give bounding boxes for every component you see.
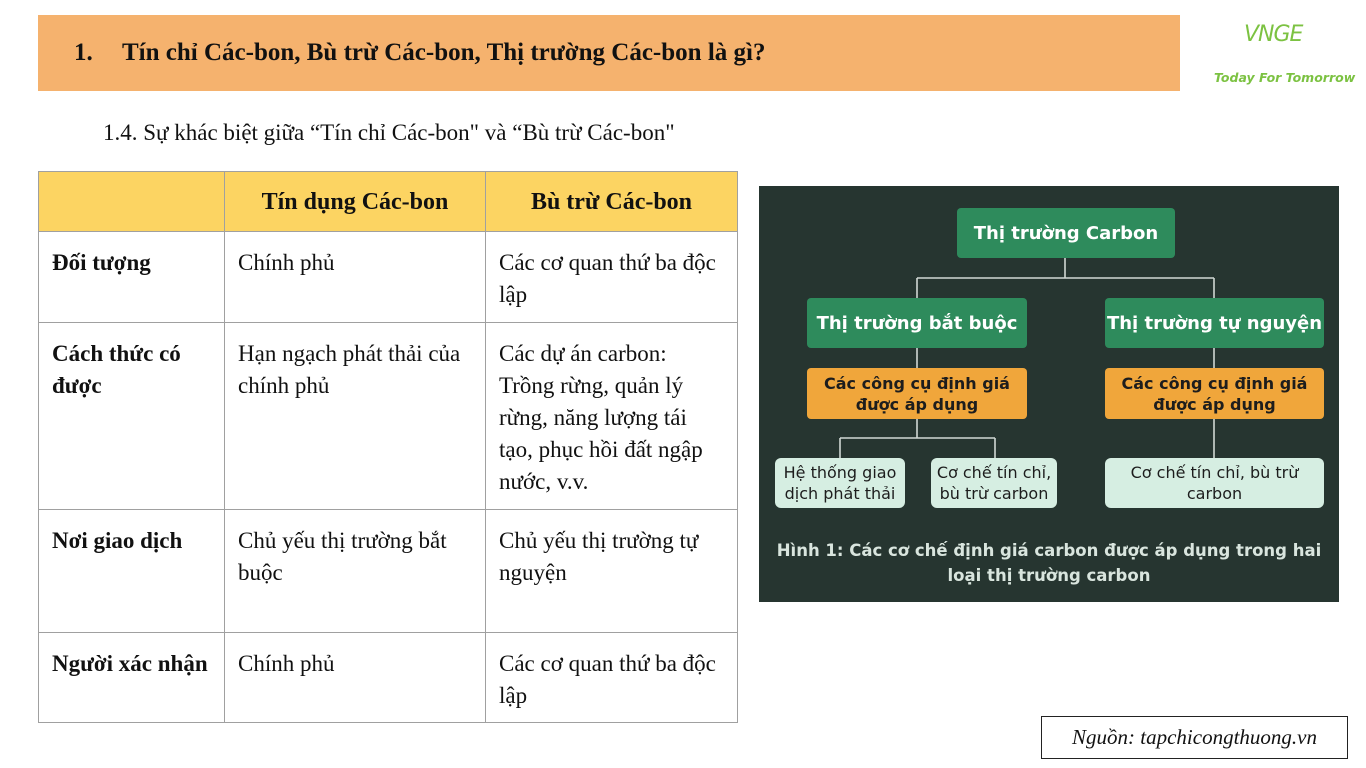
table-cell: Chính phủ bbox=[225, 633, 486, 723]
comparison-table bbox=[38, 171, 738, 723]
table-cell: Các cơ quan thứ ba độc lập bbox=[486, 232, 738, 323]
node-voluntary-pricing-tools: Các công cụ định giá được áp dụng bbox=[1105, 368, 1324, 419]
table-header-row bbox=[39, 172, 738, 232]
node-compliance-market: Thị trường bắt buộc bbox=[807, 298, 1027, 348]
table-header-carbon-offset: Bù trừ Các-bon bbox=[486, 172, 738, 232]
logo-mark: VNGE bbox=[1244, 22, 1303, 47]
node-carbon-market: Thị trường Carbon bbox=[957, 208, 1175, 258]
table-row bbox=[39, 510, 738, 633]
table-row bbox=[39, 323, 738, 510]
section-number: 1. bbox=[74, 39, 93, 66]
node-voluntary-credit-offset: Cơ chế tín chỉ, bù trừ carbon bbox=[1105, 458, 1324, 508]
table-cell: Chủ yếu thị trường tự nguyện bbox=[486, 510, 738, 633]
section-title: Tín chỉ Các-bon, Bù trừ Các-bon, Thị trường Các-bon là gì? bbox=[122, 39, 766, 66]
table-cell: Hạn ngạch phát thải của chính phủ bbox=[225, 323, 486, 510]
subsection-title: 1.4. Sự khác biệt giữa “Tín chỉ Các-bon" và “Bù trừ Các-bon" bbox=[103, 120, 675, 145]
row-label: Người xác nhận bbox=[39, 633, 225, 723]
table-cell: Chủ yếu thị trường bắt buộc bbox=[225, 510, 486, 633]
node-emissions-trading-system: Hệ thống giao dịch phát thải bbox=[775, 458, 905, 508]
table-header-empty bbox=[39, 172, 225, 232]
table-row bbox=[39, 633, 738, 723]
node-compliance-credit-offset: Cơ chế tín chỉ, bù trừ carbon bbox=[931, 458, 1057, 508]
node-compliance-pricing-tools: Các công cụ định giá được áp dụng bbox=[807, 368, 1027, 419]
row-label: Đối tượng bbox=[39, 232, 225, 323]
row-label: Nơi giao dịch bbox=[39, 510, 225, 633]
table-row bbox=[39, 232, 738, 323]
figure-caption: Hình 1: Các cơ chế định giá carbon được áp dụng trong hai loại thị trường carbon bbox=[776, 541, 1322, 585]
table-cell: Các dự án carbon: Trồng rừng, quản lý rừng, năng lượng tái tạo, phục hồi đất ngập nước, v.v. bbox=[486, 323, 738, 510]
table-cell: Các cơ quan thứ ba độc lập bbox=[486, 633, 738, 723]
source-citation: Nguồn: tapchicongthuong.vn bbox=[1041, 716, 1348, 759]
carbon-market-diagram bbox=[759, 186, 1339, 602]
vnge-logo bbox=[1200, 16, 1360, 92]
table-cell: Chính phủ bbox=[225, 232, 486, 323]
section-header bbox=[38, 15, 1180, 91]
table-header-carbon-credit: Tín dụng Các-bon bbox=[225, 172, 486, 232]
row-label: Cách thức có được bbox=[39, 323, 225, 510]
logo-tagline: Today For Tomorrow bbox=[1214, 70, 1356, 85]
node-voluntary-market: Thị trường tự nguyện bbox=[1105, 298, 1324, 348]
